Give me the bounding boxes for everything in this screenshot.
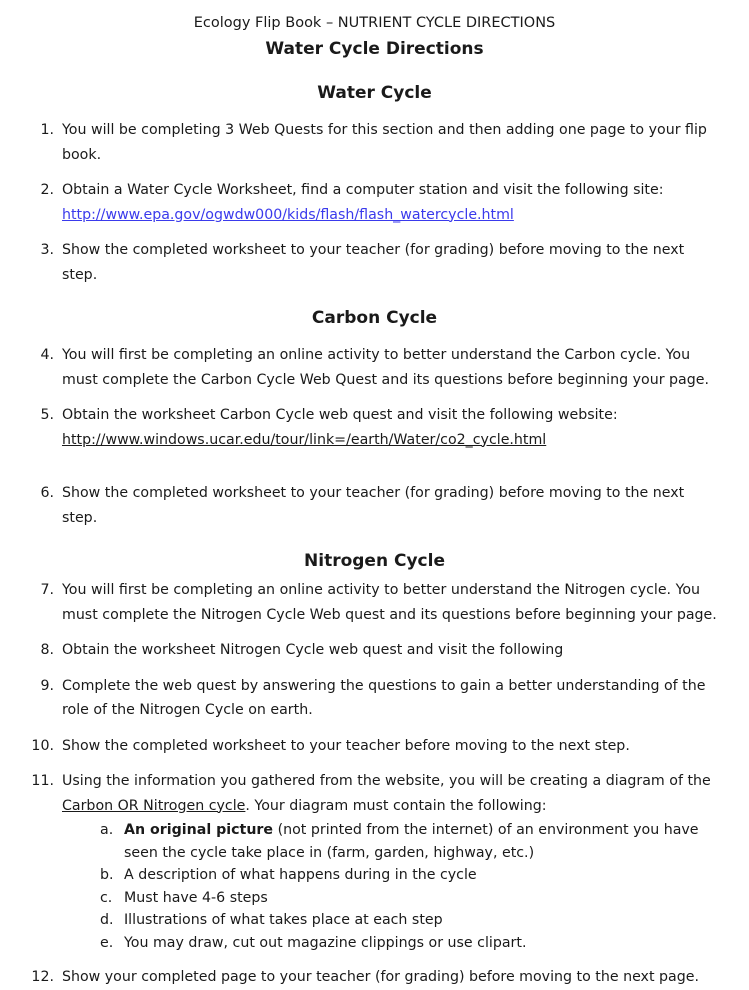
- sublist-item-c: [100, 887, 719, 910]
- item-text-line: Obtain a Water Cycle Worksheet, find a computer station and visit the following site:: [62, 182, 664, 198]
- section-title-water-cycle: Water Cycle: [317, 83, 432, 103]
- list-item-10: [30, 734, 719, 759]
- list-item-3: [30, 238, 719, 287]
- list-item-6: [30, 481, 719, 530]
- bold-phrase: An original picture: [124, 822, 274, 838]
- item-text: Show the completed worksheet to your teacher (for grading) before moving to the next step.: [62, 485, 685, 526]
- item-number: 11.: [31, 773, 54, 789]
- sublist-letter: b.: [100, 867, 114, 883]
- doc-title: Water Cycle Directions: [265, 39, 484, 59]
- sublist-text: A description of what happens during in the cycle: [124, 867, 477, 883]
- item-text: Obtain the worksheet Nitrogen Cycle web quest and visit the following: [62, 642, 564, 658]
- item-text-line: Obtain the worksheet Carbon Cycle web quest and visit the following website:: [62, 407, 618, 423]
- item-number: 10.: [31, 737, 54, 754]
- list-item-11: [30, 769, 719, 954]
- item-text: You will first be completing an online activity to better understand the Nitrogen cycle. You must complete the Nitrogen Cycle Web quest and its questions before beginning your page.: [62, 582, 717, 623]
- item-text: Show the completed worksheet to your teacher (for grading) before moving to the next step.: [62, 242, 685, 283]
- underlined-phrase: Carbon OR Nitrogen cycle: [62, 797, 246, 814]
- sublist-letter: e.: [100, 934, 114, 951]
- item-number: 1.: [40, 122, 54, 138]
- item-text: [62, 769, 719, 954]
- sublist-letter: a.: [100, 822, 114, 838]
- item-text-line: Using the information you gathered from the website, you will be creating a diagram of the: [62, 773, 711, 789]
- item-text: [62, 403, 719, 452]
- doc-kicker: Ecology Flip Book – NUTRIENT CYCLE DIRECTIONS: [193, 15, 556, 31]
- list-item-5: [30, 403, 719, 452]
- item-number: 2.: [40, 182, 54, 198]
- section-title-nitrogen-cycle: Nitrogen Cycle: [304, 551, 445, 571]
- item-text: Show the completed worksheet to your teacher before moving to the next step.: [62, 737, 630, 754]
- item-text-line: . Your diagram must contain the following:: [245, 797, 547, 814]
- sublist-item-d: [100, 909, 719, 932]
- section-title-carbon-cycle: Carbon Cycle: [311, 308, 438, 328]
- carbon-cycle-webquest-link[interactable]: http://www.windows.ucar.edu/tour/link=/earth/Water/co2_cycle.html: [62, 431, 547, 448]
- sublist-text-rest: (not printed from the internet) of an environment you have seen the cycle take place in (farm, garden, highway, etc.): [124, 822, 699, 861]
- sublist-item-e: [100, 932, 719, 955]
- water-cycle-webquest-link[interactable]: http://www.epa.gov/ogwdw000/kids/flash/flash_watercycle.html: [62, 206, 514, 223]
- sublist-letter: c.: [100, 889, 113, 906]
- item-number: 12.: [31, 969, 54, 985]
- item-text: Complete the web quest by answering the questions to gain a better understanding of the role of the Nitrogen Cycle on earth.: [62, 677, 706, 718]
- sublist-letter: d.: [100, 912, 114, 928]
- item-number: 5.: [40, 407, 54, 423]
- list-item-9: [30, 674, 719, 723]
- item-text: [62, 178, 719, 227]
- item-number: 3.: [40, 242, 54, 258]
- sublist-text: Illustrations of what takes place at each step: [124, 912, 443, 928]
- list-item-2: [30, 178, 719, 227]
- list-item-12: [30, 965, 719, 990]
- sublist-item-b: [100, 864, 719, 887]
- sublist-item-a: [100, 819, 719, 864]
- item-number: 4.: [40, 347, 54, 363]
- list-item-1: [30, 118, 719, 167]
- item-text: Show your completed page to your teacher (for grading) before moving to the next page.: [62, 969, 699, 985]
- item-number: 6.: [40, 485, 54, 501]
- list-item-4: [30, 343, 719, 392]
- item-number: 8.: [40, 642, 54, 658]
- list-item-7: [30, 578, 719, 627]
- sublist-text: You may draw, cut out magazine clippings or use clipart.: [124, 934, 527, 951]
- sublist-text: [124, 819, 719, 864]
- list-item-8: [30, 638, 719, 663]
- sublist-text: Must have 4-6 steps: [124, 889, 268, 906]
- item-number: 7.: [40, 582, 54, 598]
- item-number: 9.: [40, 677, 54, 694]
- item-text: You will be completing 3 Web Quests for this section and then adding one page to your flip book.: [62, 122, 707, 163]
- item-text: You will first be completing an online activity to better understand the Carbon cycle. You must complete the Carbon Cycle Web Quest and its questions before beginning your page.: [62, 347, 709, 388]
- sublist: [62, 819, 719, 954]
